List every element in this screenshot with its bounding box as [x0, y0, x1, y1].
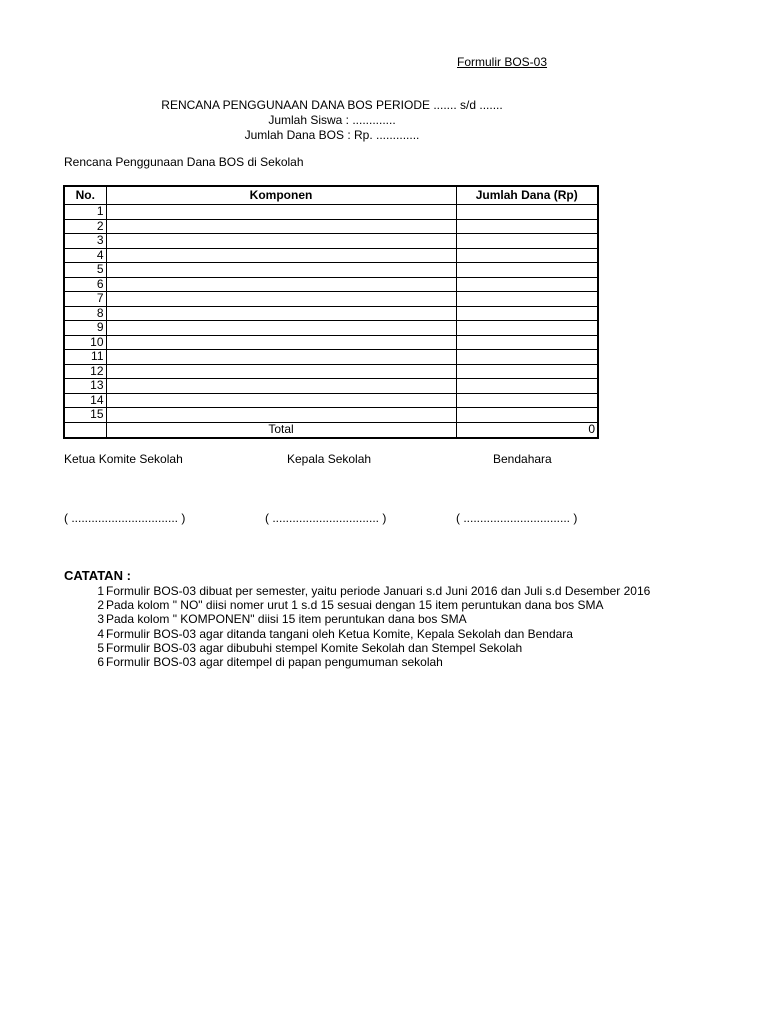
row-number: 15 — [64, 408, 106, 423]
table-row — [64, 248, 598, 263]
row-amount-cell[interactable] — [456, 277, 598, 292]
note-number: 1 — [97, 584, 104, 598]
row-number: 7 — [64, 292, 106, 307]
note-text: Formulir BOS-03 agar dibubuhi stempel Komite Sekolah dan Stempel Sekolah — [106, 640, 523, 655]
note-number: 6 — [97, 654, 104, 669]
row-component-cell[interactable] — [106, 205, 456, 220]
note-text: Formulir BOS-03 dibuat per semester, yaitu periode Januari s.d Juni 2016 dan Juli s.d Desember 2016 — [106, 584, 651, 598]
row-amount-cell[interactable] — [456, 248, 598, 263]
row-amount-cell[interactable] — [456, 408, 598, 423]
total-spacer — [64, 422, 106, 438]
row-component-cell[interactable] — [106, 408, 456, 423]
form-code: Formulir BOS-03 — [457, 55, 548, 69]
row-component-cell[interactable] — [106, 350, 456, 365]
row-component-cell[interactable] — [106, 321, 456, 336]
table-row — [64, 292, 598, 307]
note-text: Pada kolom " KOMPONEN" diisi 15 item peruntukan dana bos SMA — [106, 612, 467, 627]
signature-treasurer-label: Bendahara — [493, 452, 552, 466]
note-number: 4 — [97, 626, 104, 641]
row-component-cell[interactable] — [106, 248, 456, 263]
signature-principal-blank: ( ................................ ) — [265, 511, 387, 525]
table-row — [64, 219, 598, 234]
row-number: 14 — [64, 393, 106, 408]
table-row — [64, 379, 598, 394]
row-number: 11 — [64, 350, 106, 365]
row-amount-cell[interactable] — [456, 321, 598, 336]
table-row — [64, 321, 598, 336]
note-item — [64, 598, 664, 612]
total-row — [64, 422, 598, 438]
note-text: Formulir BOS-03 agar ditempel di papan pengumuman sekolah — [106, 654, 443, 669]
notes-list — [64, 584, 664, 669]
table-row — [64, 234, 598, 249]
note-item — [64, 627, 664, 641]
row-amount-cell[interactable] — [456, 205, 598, 220]
table-row — [64, 277, 598, 292]
table-row — [64, 393, 598, 408]
row-number: 10 — [64, 335, 106, 350]
table-row — [64, 335, 598, 350]
row-component-cell[interactable] — [106, 306, 456, 321]
note-number: 2 — [97, 598, 104, 613]
note-item — [64, 655, 664, 669]
note-number: 3 — [97, 612, 104, 627]
fund-total-line: Jumlah Dana BOS : Rp. ............. — [244, 128, 420, 142]
row-number: 1 — [64, 205, 106, 220]
student-count-line: Jumlah Siswa : ............. — [268, 113, 396, 127]
row-amount-cell[interactable] — [456, 292, 598, 307]
row-amount-cell[interactable] — [456, 234, 598, 249]
row-number: 8 — [64, 306, 106, 321]
row-amount-cell[interactable] — [456, 335, 598, 350]
row-number: 13 — [64, 379, 106, 394]
row-amount-cell[interactable] — [456, 263, 598, 278]
total-value: 0 — [456, 422, 598, 438]
row-amount-cell[interactable] — [456, 219, 598, 234]
row-amount-cell[interactable] — [456, 364, 598, 379]
row-amount-cell[interactable] — [456, 306, 598, 321]
total-label: Total — [106, 422, 456, 438]
row-component-cell[interactable] — [106, 379, 456, 394]
table-row — [64, 364, 598, 379]
note-number: 5 — [97, 640, 104, 655]
header-amount: Jumlah Dana (Rp) — [456, 186, 598, 205]
report-title: RENCANA PENGGUNAAN DANA BOS PERIODE ....... s/d ....... — [161, 98, 503, 112]
notes-title: CATATAN : — [64, 568, 131, 583]
row-number: 9 — [64, 321, 106, 336]
table-row — [64, 306, 598, 321]
row-component-cell[interactable] — [106, 292, 456, 307]
table-header-row — [64, 186, 598, 205]
row-number: 2 — [64, 219, 106, 234]
header-component: Komponen — [106, 186, 456, 205]
row-number: 4 — [64, 248, 106, 263]
row-component-cell[interactable] — [106, 335, 456, 350]
row-number: 5 — [64, 263, 106, 278]
row-amount-cell[interactable] — [456, 350, 598, 365]
note-text: Formulir BOS-03 agar ditanda tangani oleh Ketua Komite, Kepala Sekolah dan Bendara — [106, 626, 573, 641]
table-row — [64, 205, 598, 220]
signature-committee-blank: ( ................................ ) — [64, 511, 186, 525]
row-component-cell[interactable] — [106, 277, 456, 292]
header-no: No. — [64, 186, 106, 205]
row-number: 12 — [64, 364, 106, 379]
row-number: 6 — [64, 277, 106, 292]
signature-treasurer-blank: ( ................................ ) — [456, 511, 578, 525]
note-text: Pada kolom " NO" diisi nomer urut 1 s.d 15 sesuai dengan 15 item peruntukan dana bos SMA — [106, 598, 604, 613]
row-amount-cell[interactable] — [456, 379, 598, 394]
table-row — [64, 408, 598, 423]
signature-committee-label: Ketua Komite Sekolah — [64, 452, 183, 466]
table-row — [64, 350, 598, 365]
signature-principal-label: Kepala Sekolah — [287, 452, 372, 466]
budget-table — [63, 185, 599, 439]
note-item — [64, 641, 664, 655]
row-number: 3 — [64, 234, 106, 249]
note-item — [64, 584, 664, 598]
row-component-cell[interactable] — [106, 364, 456, 379]
note-item — [64, 612, 664, 626]
row-amount-cell[interactable] — [456, 393, 598, 408]
row-component-cell[interactable] — [106, 234, 456, 249]
row-component-cell[interactable] — [106, 263, 456, 278]
table-row — [64, 263, 598, 278]
row-component-cell[interactable] — [106, 219, 456, 234]
table-subtitle: Rencana Penggunaan Dana BOS di Sekolah — [64, 155, 304, 169]
row-component-cell[interactable] — [106, 393, 456, 408]
